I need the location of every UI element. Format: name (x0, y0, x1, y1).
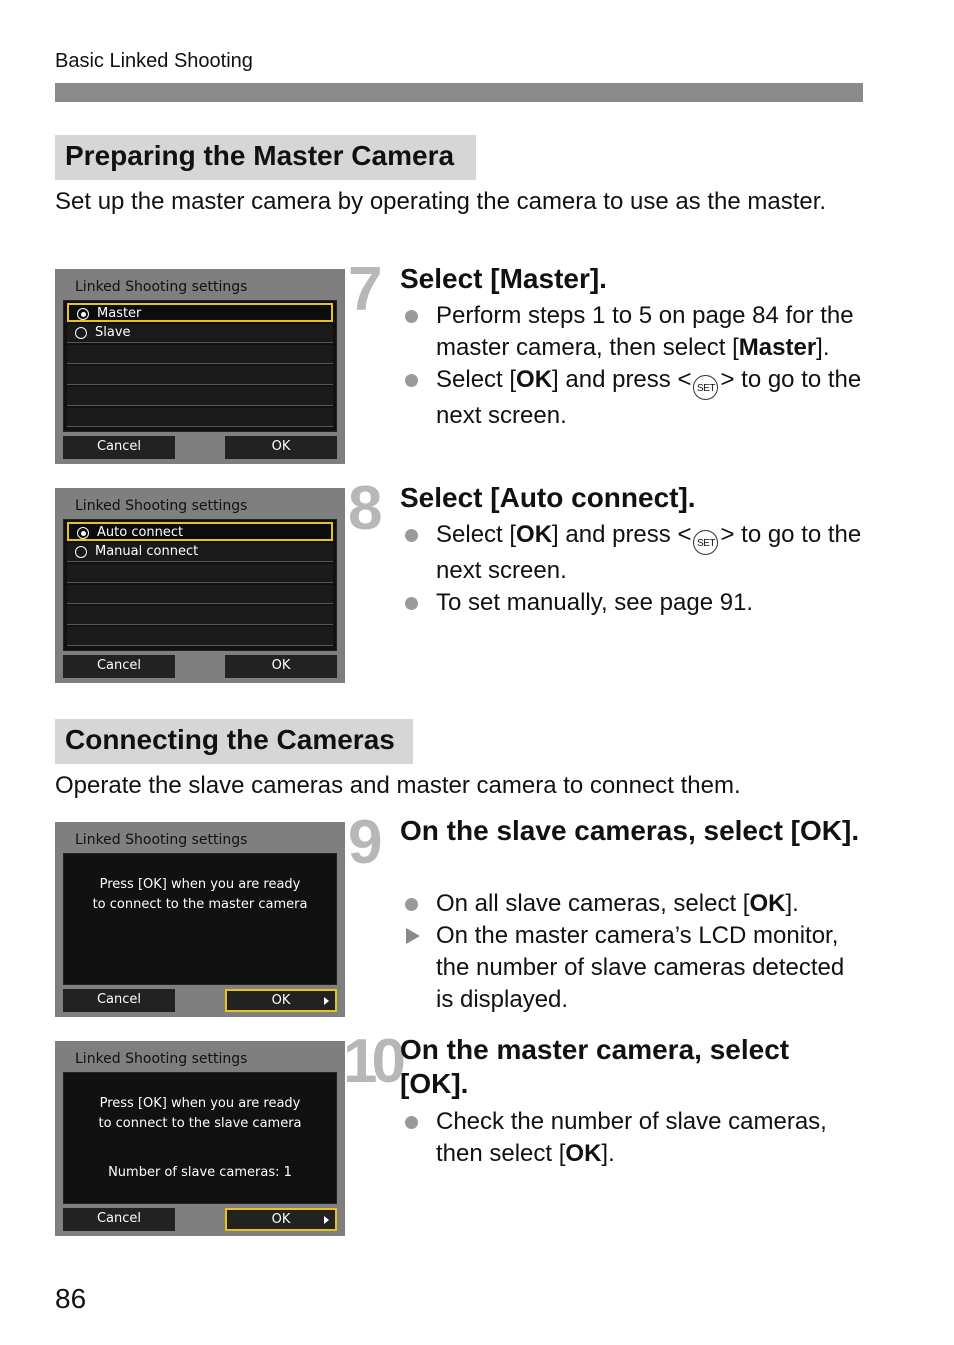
lcd-title: Linked Shooting settings (75, 279, 248, 295)
bullet-icon (405, 529, 418, 542)
lcd-message-box (63, 853, 337, 985)
lcd-empty-row (67, 606, 333, 625)
step-title-9: On the slave cameras, select [OK]. (400, 815, 860, 846)
list-item: On the master camera’s LCD monitor, the number of slave cameras detected is displayed. (405, 920, 865, 1016)
arrow-right-icon (324, 1216, 329, 1224)
lcd-empty-row (67, 408, 333, 427)
lcd-cancel-button: Cancel (63, 655, 175, 678)
lcd-empty-row (67, 627, 333, 646)
step-10-bullets (405, 1106, 865, 1170)
lcd-message-line: to connect to the master camera (92, 897, 308, 912)
lcd-empty-row (67, 564, 333, 583)
step-number-9: 9 (348, 808, 377, 877)
list-item: On all slave cameras, select [OK]. (405, 888, 865, 920)
lcd-cancel-button: Cancel (63, 436, 175, 459)
result-arrow-icon (406, 928, 420, 944)
header-rule (55, 83, 863, 102)
bullet-icon (405, 374, 418, 387)
bullet-icon (405, 898, 418, 911)
radio-icon (75, 327, 87, 339)
lcd-option-manual-connect: Manual connect (67, 543, 333, 562)
step-9-bullets (405, 888, 865, 1016)
page-number: 86 (55, 1283, 87, 1314)
lcd-option-slave: Slave (67, 324, 333, 343)
lcd-slave-count: Number of slave cameras: 1 (108, 1165, 292, 1180)
radio-icon (75, 546, 87, 558)
lcd-title: Linked Shooting settings (75, 832, 248, 848)
lcd-message-line: to connect to the slave camera (98, 1116, 302, 1131)
step-8-bullets (405, 519, 865, 619)
set-button-icon: SET (693, 375, 718, 400)
list-item: Select [OK] and press < SET > to go to the next screen. (405, 519, 865, 587)
lcd-empty-row (67, 585, 333, 604)
radio-selected-icon (77, 527, 89, 539)
list-item: Select [OK] and press < SET > to go to the next screen. (405, 364, 865, 432)
lcd-empty-row (67, 387, 333, 406)
lcd-screen-master-ready (55, 1041, 345, 1236)
lcd-screen-master-select (55, 269, 345, 464)
lcd-ok-button: OK (225, 1208, 337, 1231)
lcd-empty-row (67, 366, 333, 385)
step-number-8: 8 (348, 474, 377, 543)
lcd-cancel-button: Cancel (63, 989, 175, 1012)
lcd-message-line: Press [OK] when you are ready (99, 877, 301, 892)
lcd-cancel-button: Cancel (63, 1208, 175, 1231)
lcd-screen-slave-ready (55, 822, 345, 1017)
lcd-option-list (63, 300, 337, 432)
lcd-option-auto-connect: Auto connect (67, 522, 333, 541)
step-title-7: Select [Master]. (400, 263, 607, 294)
running-head: Basic Linked Shooting (55, 50, 253, 72)
step-7-bullets (405, 300, 865, 432)
lcd-title: Linked Shooting settings (75, 498, 248, 514)
lcd-message-line: Press [OK] when you are ready (99, 1096, 301, 1111)
step-number-10: 10 (343, 1027, 400, 1096)
step-title-8: Select [Auto connect]. (400, 482, 696, 513)
bullet-icon (405, 597, 418, 610)
bullet-icon (405, 1116, 418, 1129)
set-button-icon: SET (693, 530, 718, 555)
radio-selected-icon (77, 308, 89, 320)
lcd-title: Linked Shooting settings (75, 1051, 248, 1067)
list-item: Perform steps 1 to 5 on page 84 for the master camera, then select [Master]. (405, 300, 865, 364)
step-number-7: 7 (348, 255, 377, 324)
lcd-ok-button: OK (225, 436, 337, 459)
list-item: Check the number of slave cameras, then select [OK]. (405, 1106, 865, 1170)
lcd-option-list (63, 519, 337, 651)
lcd-screen-auto-connect (55, 488, 345, 683)
section-intro-connecting: Operate the slave cameras and master camera to connect them. (55, 772, 741, 799)
list-item: To set manually, see page 91. (405, 587, 865, 619)
lcd-empty-row (67, 345, 333, 364)
lcd-ok-button: OK (225, 989, 337, 1012)
step-title-10: On the master camera, select [OK]. (400, 1034, 790, 1099)
section-title-connecting: Connecting the Cameras (55, 719, 413, 764)
section-intro-preparing: Set up the master camera by operating the camera to use as the master. (55, 188, 827, 215)
lcd-message-box (63, 1072, 337, 1204)
section-title-preparing: Preparing the Master Camera (55, 135, 476, 180)
arrow-right-icon (324, 997, 329, 1005)
bullet-icon (405, 310, 418, 323)
lcd-ok-button: OK (225, 655, 337, 678)
lcd-option-master: Master (67, 303, 333, 322)
